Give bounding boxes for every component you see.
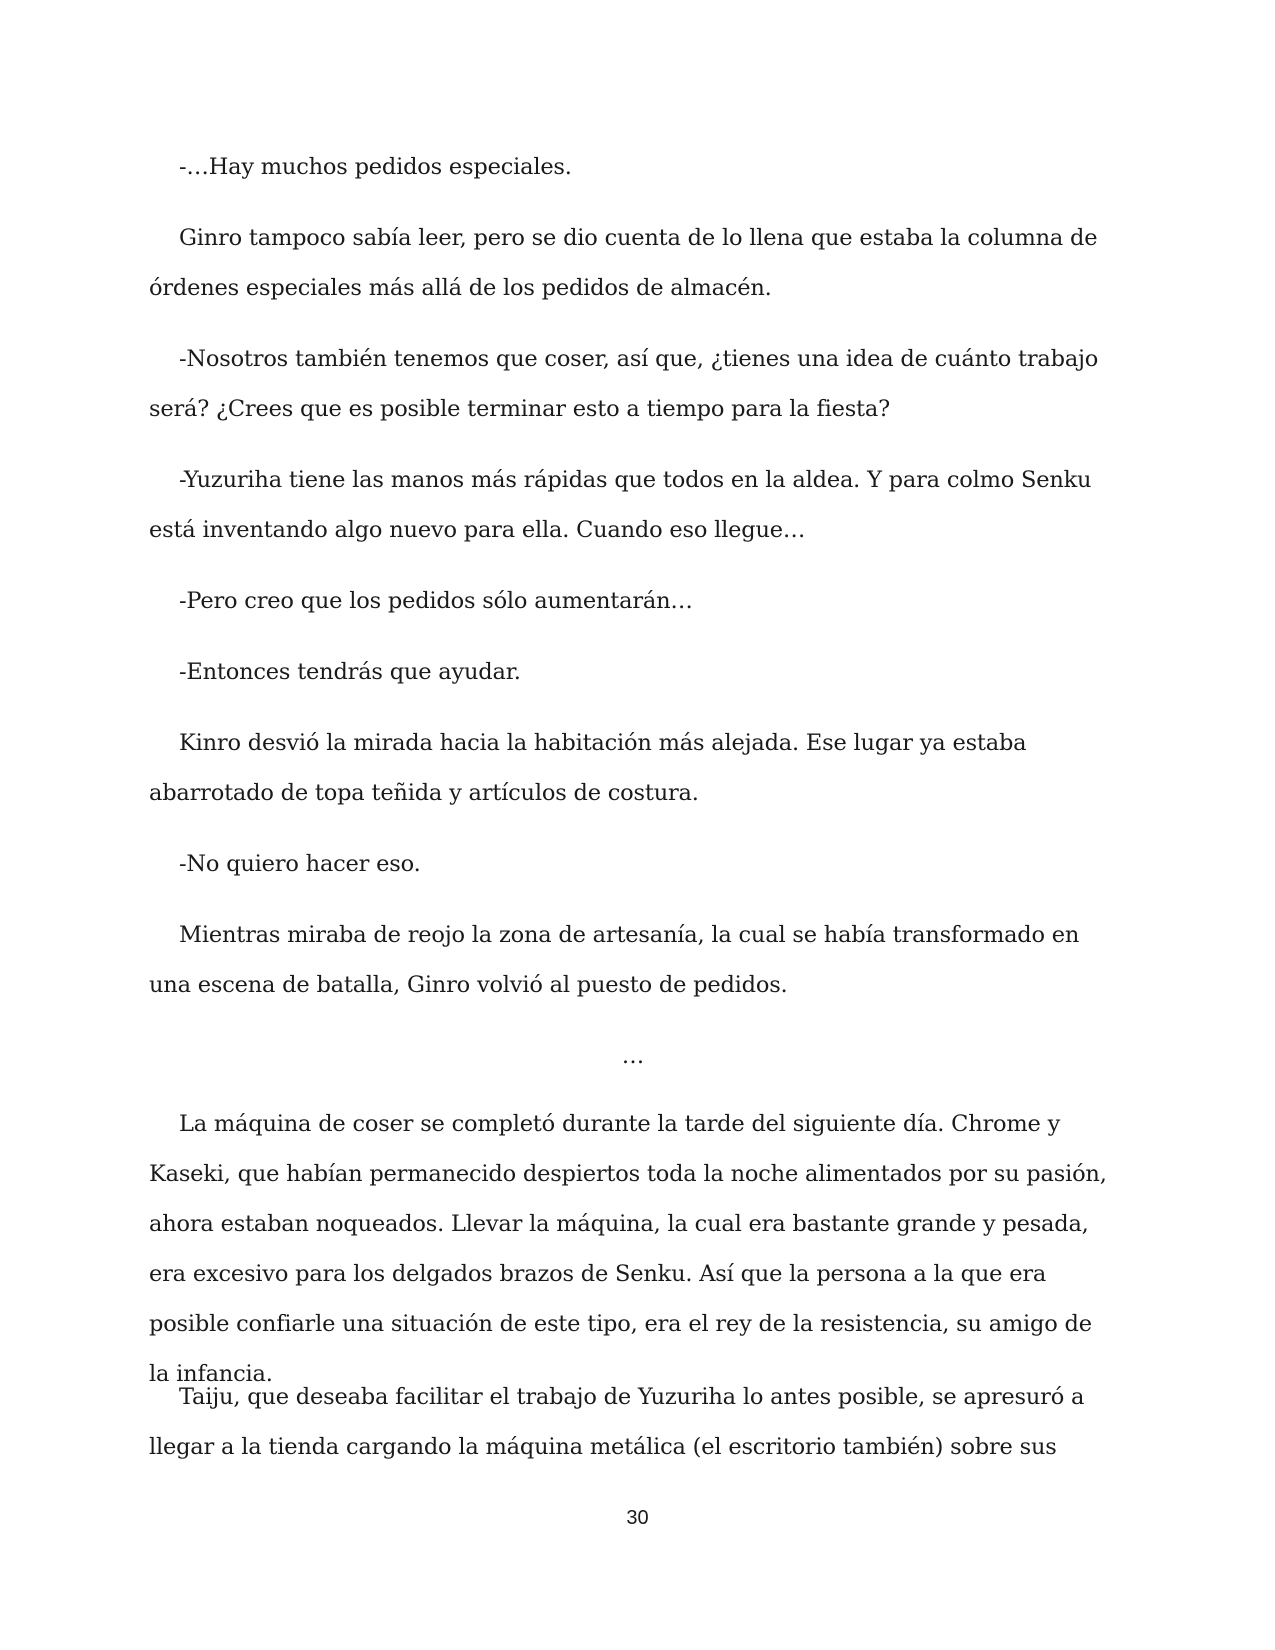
paragraph-1: -…Hay muchos pedidos especiales. [179,154,572,180]
paragraph-5: -Pero creo que los pedidos sólo aumentarán… [179,588,693,614]
paragraph-10: La máquina de coser se completó durante la tarde del siguiente día. Chrome y Kaseki, que habían permanecido despiertos toda la noche alimentados por su pasión, ahora estaban noqueados. Llevar la máquina, la cual era bastante grande y pesada, era excesivo para los delgados brazos de Senku. Así que la persona a la que era posible confiarle una situación de este tipo, era el rey de la resistencia, su amigo de la infancia. [149,1111,1107,1387]
paragraph-8: -No quiero hacer eso. [179,851,421,877]
paragraph-4: -Yuzuriha tiene las manos más rápidas que todos en la aldea. Y para colmo Senku está inventando algo nuevo para ella. Cuando eso llegue… [149,467,1092,543]
paragraph-3: -Nosotros también tenemos que coser, así que, ¿tienes una idea de cuánto trabajo será? ¿Crees que es posible terminar esto a tiempo para la fiesta? [149,346,1099,422]
paragraph-11: Taiju, que deseaba facilitar el trabajo de Yuzuriha lo antes posible, se apresuró a llegar a la tienda cargando la máquina metálica (el escritorio también) sobre sus [149,1384,1085,1460]
paragraph-2: Ginro tampoco sabía leer, pero se dio cuenta de lo llena que estaba la columna de órdenes especiales más allá de los pedidos de almacén. [149,225,1098,301]
paragraph-6: -Entonces tendrás que ayudar. [179,659,521,685]
paragraph-7: Kinro desvió la mirada hacia la habitación más alejada. Ese lugar ya estaba abarrotado de topa teñida y artículos de costura. [149,730,1027,806]
paragraph-9: Mientras miraba de reojo la zona de artesanía, la cual se había transformado en una escena de batalla, Ginro volvió al puesto de pedidos. [149,922,1080,998]
page-number: 30 [626,1507,649,1529]
scene-separator: … [621,1043,645,1069]
